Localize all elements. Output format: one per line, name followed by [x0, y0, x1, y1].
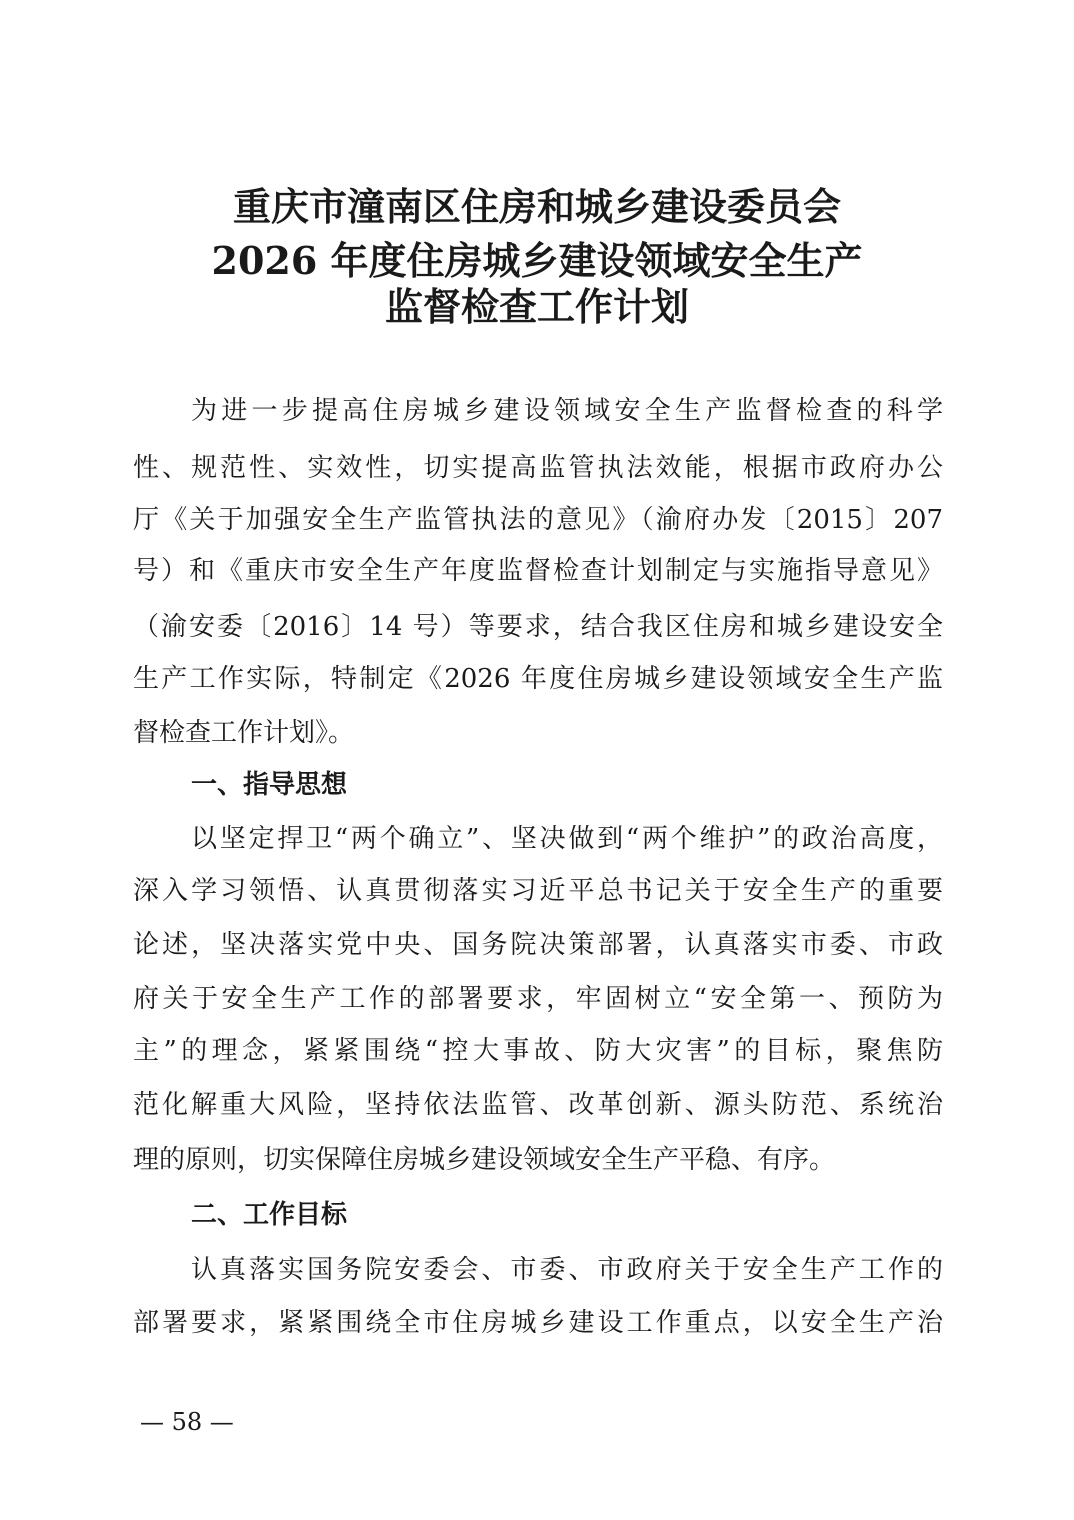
- section1-line: 府关于安全生产工作的部署要求，牢固树立“安全第一、预防为: [133, 984, 943, 1014]
- section-heading-work-goals: 二、工作目标: [191, 1200, 348, 1230]
- page-number: — 58 —: [140, 1408, 234, 1436]
- intro-line: 性、规范性、实效性，切实提高监管执法效能，根据市政府办公: [133, 453, 943, 483]
- section2-line: 部署要求，紧紧围绕全市住房城乡建设工作重点，以安全生产治: [133, 1308, 943, 1338]
- section1-line: 范化解重大风险，坚持依法监管、改革创新、源头防范、系统治: [133, 1090, 943, 1120]
- section1-line: 主”的理念，紧紧围绕“控大事故、防大灾害”的目标，聚焦防: [133, 1036, 943, 1066]
- intro-line: 厅《关于加强安全生产监管执法的意见》（渝府办发〔2015〕207: [133, 505, 943, 535]
- intro-line: 号）和《重庆市安全生产年度监督检查计划制定与实施指导意见》: [133, 556, 943, 586]
- intro-line: （渝安委〔2016〕14 号）等要求，结合我区住房和城乡建设安全: [133, 612, 943, 642]
- section1-line: 理的原则，切实保障住房城乡建设领域安全生产平稳、有序。: [133, 1145, 836, 1175]
- intro-line: 为进一步提高住房城乡建设领域安全生产监督检查的科学: [191, 396, 943, 426]
- section1-line: 论述，坚决落实党中央、国务院决策部署，认真落实市委、市政: [133, 930, 943, 960]
- title-line-1: 重庆市潼南区住房和城乡建设委员会: [232, 184, 841, 229]
- title-line-2: 2026 年度住房城乡建设领域安全生产: [211, 238, 863, 283]
- section1-line: 以坚定捍卫“两个确立”、坚决做到“两个维护”的政治高度，: [191, 824, 943, 854]
- section2-line: 认真落实国务院安委会、市委、市政府关于安全生产工作的: [191, 1255, 943, 1285]
- intro-line: 督检查工作计划》。: [133, 718, 355, 748]
- intro-line: 生产工作实际，特制定《2026 年度住房城乡建设领域安全生产监: [133, 664, 943, 694]
- title-line-3: 监督检查工作计划: [384, 284, 689, 329]
- section1-line: 深入学习领悟、认真贯彻落实习近平总书记关于安全生产的重要: [133, 876, 943, 906]
- section-heading-guiding-ideology: 一、指导思想: [191, 770, 348, 800]
